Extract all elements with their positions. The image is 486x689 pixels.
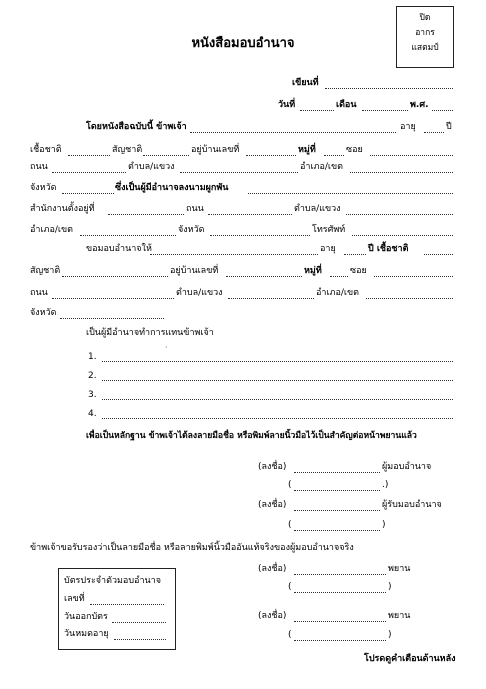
principal-district-field[interactable]: [350, 172, 453, 173]
principal-subdistrict-field[interactable]: [180, 172, 298, 173]
agent-race-field[interactable]: [424, 254, 453, 255]
id-card-expire-field[interactable]: [114, 639, 166, 640]
principal-road-label: ถนน: [30, 162, 48, 172]
principal-race-field[interactable]: [68, 155, 110, 156]
agent-district-label: อำเภอ/เขต: [316, 288, 359, 298]
principal-soi-label: ซอย: [346, 145, 363, 155]
year-field[interactable]: [432, 110, 453, 111]
agent-house-label: อยู่บ้านเลขที่: [170, 266, 219, 276]
agent-subdistrict-label: ตำบล/แขวง: [176, 288, 223, 298]
acts-intro: เป็นผู้มีอำนาจทำการแทนข้าพเจ้า: [86, 328, 214, 338]
agent-district-field[interactable]: [366, 298, 453, 299]
witness-2-sign-label: (ลงชื่อ): [258, 611, 287, 621]
witness-1-paren-open: (: [288, 582, 292, 592]
principal-province-label: จังหวัด: [30, 183, 57, 193]
grantee-printed-name-field[interactable]: [294, 530, 380, 531]
principal-intro: โดยหนังสือฉบับนี้ ข้าพเจ้า: [86, 122, 187, 132]
agent-nationality-label: สัญชาติ: [30, 266, 61, 276]
principal-signer-note: ซึ่งเป็นผู้มีอำนาจลงนามผูกพัน: [115, 183, 229, 193]
witness-1-printed-name-field[interactable]: [294, 592, 386, 593]
office-label: สำนักงานตั้งอยู่ที่: [30, 204, 95, 214]
witness-2-printed-name-field[interactable]: [294, 640, 386, 641]
principal-year-unit: ปี: [446, 122, 452, 132]
id-card-title: บัตรประจำตัวมอบอำนาจ: [64, 576, 161, 586]
office-district-field[interactable]: [80, 235, 176, 236]
agent-grant-label: ขอมอบอำนาจให้: [86, 244, 152, 254]
grantee-paren-close: ): [382, 520, 386, 530]
grantor-printed-name-field[interactable]: [294, 490, 380, 491]
year-label: พ.ศ.: [410, 100, 429, 110]
grantee-sign-label: (ลงชื่อ): [258, 500, 287, 510]
principal-nationality-label: สัญชาติ: [112, 145, 143, 155]
agent-moo-field[interactable]: [330, 276, 348, 277]
agent-name-field[interactable]: [150, 254, 318, 255]
office-road-field[interactable]: [208, 214, 292, 215]
agent-province-label: จังหวัด: [30, 308, 57, 318]
witness-2-paren-open: (: [288, 630, 292, 640]
principal-moo-label: หมู่ที่: [298, 145, 316, 155]
act-item-3-field[interactable]: [102, 399, 453, 400]
act-item-1-field[interactable]: [102, 361, 453, 362]
agent-house-field[interactable]: [226, 276, 302, 277]
witness-1-sign-label: (ลงชื่อ): [258, 564, 287, 574]
month-field[interactable]: [362, 110, 408, 111]
agent-road-label: ถนน: [30, 288, 48, 298]
witness-1-paren-close: ): [388, 582, 392, 592]
office-province-field[interactable]: [210, 235, 310, 236]
month-label: เดือน: [336, 100, 357, 110]
office-road-label: ถนน: [186, 204, 204, 214]
grantee-signature-field[interactable]: [294, 510, 380, 511]
grantee-role-label: ผู้รับมอบอำนาจ: [382, 500, 442, 510]
office-district-label: อำเภอ/เขต: [30, 225, 73, 235]
evidence-statement: เพื่อเป็นหลักฐาน ข้าพเจ้าได้ลงลายมือชื่อ หรือพิมพ์ลายนิ้วมือไว้เป็นสำคัญต่อหน้าพยานแล้ว: [86, 431, 417, 441]
agent-soi-field[interactable]: [374, 276, 453, 277]
agent-age-field[interactable]: [344, 254, 366, 255]
written-at-field[interactable]: [325, 88, 453, 89]
stray-mark: ·: [165, 343, 168, 352]
grantor-sign-label: (ลงชื่อ): [258, 462, 287, 472]
act-item-3-number: 3.: [88, 390, 97, 400]
id-card-expire-label: วันหมดอายุ: [64, 629, 109, 639]
principal-house-field[interactable]: [246, 155, 296, 156]
date-label: วันที่: [278, 100, 296, 110]
principal-signer-field[interactable]: [248, 193, 453, 194]
agent-subdistrict-field[interactable]: [228, 298, 314, 299]
act-item-1-number: 1.: [88, 352, 97, 362]
act-item-2-field[interactable]: [102, 380, 453, 381]
principal-district-label: อำเภอ/เขต: [300, 162, 343, 172]
principal-age-label: อายุ: [400, 122, 416, 132]
grantor-paren-close: .): [382, 480, 389, 490]
principal-province-field[interactable]: [62, 193, 114, 194]
act-item-2-number: 2.: [88, 371, 97, 381]
witness-2-signature-field[interactable]: [294, 621, 386, 622]
certify-statement: ข้าพเจ้าขอรับรองว่าเป็นลายมือชื่อ หรือลายพิมพ์นิ้วมืออันแท้จริงของผู้มอบอำนาจจริง: [30, 543, 354, 553]
act-item-4-field[interactable]: [102, 418, 453, 419]
id-card-issued-label: วันออกบัตร: [64, 612, 108, 622]
footer-warning-note: โปรดดูคำเตือนด้านหลัง: [364, 654, 456, 664]
principal-soi-field[interactable]: [370, 155, 453, 156]
principal-road-field[interactable]: [52, 172, 126, 173]
stamp-line-2: อากร: [415, 28, 435, 38]
principal-house-label: อยู่บ้านเลขที่: [191, 145, 240, 155]
written-at-label: เขียนที่: [292, 78, 319, 88]
agent-race-label: ปี เชื้อชาติ: [368, 244, 409, 254]
witness-1-signature-field[interactable]: [294, 574, 386, 575]
agent-soi-label: ซอย: [350, 266, 367, 276]
office-field[interactable]: [108, 214, 184, 215]
office-phone-field[interactable]: [352, 235, 453, 236]
office-subdistrict-field[interactable]: [346, 214, 453, 215]
act-item-4-number: 4.: [88, 409, 97, 419]
page-title: หนังสือมอบอำนาจ: [191, 36, 295, 51]
principal-name-field[interactable]: [190, 132, 396, 133]
witness-2-role-label: พยาน: [388, 611, 411, 621]
agent-nationality-field[interactable]: [62, 276, 168, 277]
office-phone-label: โทรศัพท์: [312, 225, 346, 235]
grantee-paren-open: (: [288, 520, 292, 530]
office-province-label: จังหวัด: [178, 225, 205, 235]
principal-age-field[interactable]: [424, 132, 444, 133]
principal-nationality-field[interactable]: [143, 155, 189, 156]
witness-2-paren-close: ): [388, 630, 392, 640]
agent-moo-label: หมู่ที่: [304, 266, 322, 276]
agent-province-field[interactable]: [60, 318, 164, 319]
principal-race-label: เชื้อชาติ: [30, 145, 62, 155]
grantor-role-label: ผู้มอบอำนาจ: [382, 462, 432, 472]
grantor-paren-open: (: [288, 480, 292, 490]
stamp-line-1: ปิด: [419, 13, 431, 23]
date-field[interactable]: [300, 110, 334, 111]
principal-subdistrict-label: ตำบล/แขวง: [128, 162, 175, 172]
agent-road-field[interactable]: [52, 298, 174, 299]
grantor-signature-field[interactable]: [294, 472, 380, 473]
id-card-issued-field[interactable]: [112, 622, 166, 623]
agent-age-label: อายุ: [320, 244, 336, 254]
office-subdistrict-label: ตำบล/แขวง: [294, 204, 341, 214]
principal-moo-field[interactable]: [324, 155, 344, 156]
id-card-number-field[interactable]: [90, 604, 164, 605]
witness-1-role-label: พยาน: [388, 564, 411, 574]
stamp-line-3: แสตมป์: [411, 43, 439, 53]
id-card-number-label: เลขที่: [64, 594, 85, 604]
